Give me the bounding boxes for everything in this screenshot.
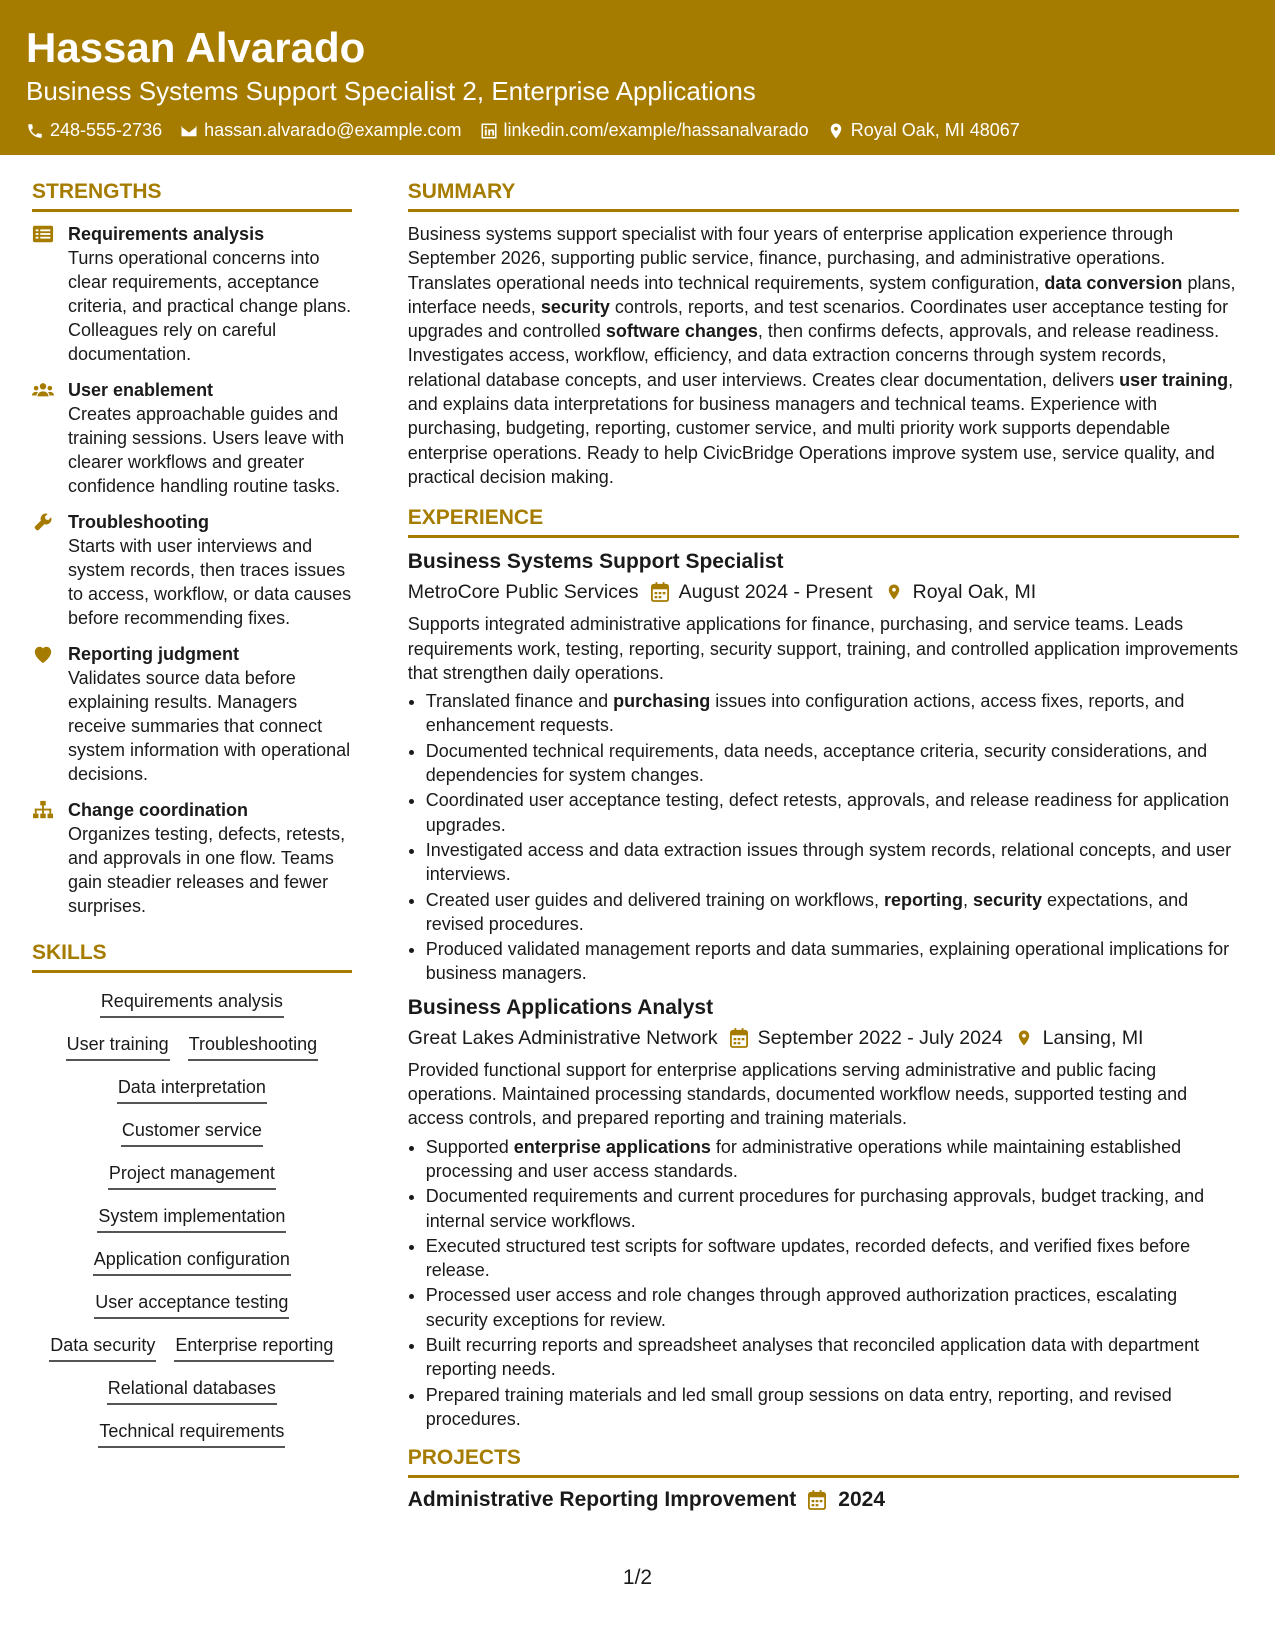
resume-header bbox=[0, 0, 1275, 155]
job-company: Great Lakes Administrative Network bbox=[407, 1026, 718, 1049]
contact-linkedin[interactable] bbox=[480, 120, 809, 141]
job-bullet bbox=[426, 1333, 1239, 1382]
job-role: Business Applications Analyst bbox=[407, 995, 714, 1019]
job-bullet bbox=[426, 1283, 1239, 1332]
bullet-text: Documented technical requirements, data needs, acceptance criteria, security considerations, and dependencies for system changes. bbox=[425, 740, 1208, 786]
strength-title: Requirements analysis bbox=[68, 224, 265, 244]
skill-tag: Relational databases bbox=[107, 1376, 277, 1405]
strength-title: Reporting judgment bbox=[68, 644, 239, 664]
strength-item bbox=[32, 798, 352, 918]
job-dates: August 2024 - Present bbox=[678, 581, 873, 604]
summary-part: Business systems support specialist with four years of enterprise application experience through September 2026, supporting public service, finance, purchasing, and administrative operations. Translates operational needs into technical requirements, system configuration, bbox=[407, 224, 1174, 293]
bullet-text: Coordinated user acceptance testing, defect retests, approvals, and release readiness for application upgrades. bbox=[425, 790, 1230, 835]
email-text: hassan.alvarado@example.com bbox=[204, 120, 462, 140]
bullet-text: Investigated access and data extraction issues through system records, relational concepts, and user interviews. bbox=[425, 839, 1232, 885]
job-bullets bbox=[408, 689, 1239, 986]
strength-desc: Organizes testing, defects, retests, and approvals in one flow. Teams gain steadier releases and fewer surprises. bbox=[68, 824, 346, 916]
users-icon bbox=[32, 380, 54, 400]
bullet-keyword: purchasing bbox=[613, 691, 711, 712]
summary-part: , then confirms defects, approvals, and release readiness. Investigates access, workflow, efficiency, and data extraction concerns through system records, relational database concepts, and user interviews. Creates clear documentation, delivers bbox=[407, 321, 1220, 390]
summary-text bbox=[408, 222, 1239, 489]
job-bullet bbox=[426, 1135, 1239, 1184]
location-pin-icon bbox=[1015, 1028, 1033, 1048]
experience-heading: EXPERIENCE bbox=[408, 505, 1239, 538]
bullet-text: issues into configuration actions, access fixes, reports, and enhancement requests. bbox=[425, 691, 1185, 736]
job-description: Provided functional support for enterprise applications serving administrative and public facing operations. Maintained processing standards, documented workflow needs, supported testing and access controls, and prepared reporting and training materials. bbox=[407, 1059, 1188, 1129]
job-bullet bbox=[426, 937, 1239, 986]
bullet-text: Built recurring reports and spreadsheet analyses that reconciled application data with department reporting needs. bbox=[425, 1334, 1200, 1380]
summary-keyword: user training bbox=[1119, 369, 1229, 390]
bullet-text: Created user guides and delivered training on workflows, bbox=[425, 889, 884, 910]
bullet-text: , bbox=[962, 889, 973, 910]
contact-phone[interactable] bbox=[26, 120, 162, 141]
job-bullet bbox=[426, 788, 1239, 837]
location-pin-icon bbox=[885, 582, 903, 602]
skill-tag: Data interpretation bbox=[117, 1075, 267, 1104]
job-bullet bbox=[426, 1184, 1239, 1233]
linkedin-icon bbox=[480, 122, 498, 140]
calendar-icon bbox=[651, 582, 669, 602]
bullet-text: Supported bbox=[425, 1136, 514, 1157]
skills-list bbox=[32, 983, 352, 1448]
bullet-text: Translated finance and bbox=[425, 691, 614, 712]
contact-location bbox=[827, 120, 1020, 141]
strength-desc: Creates approachable guides and training sessions. Users leave with clearer workflows and greater confidence handling routine tasks. bbox=[68, 404, 345, 496]
phone-icon bbox=[26, 122, 44, 140]
strength-item bbox=[32, 378, 352, 498]
left-column bbox=[32, 179, 352, 1512]
calendar-icon bbox=[808, 1490, 826, 1510]
job-bullet bbox=[426, 838, 1239, 887]
strength-title: Troubleshooting bbox=[68, 512, 209, 532]
job-description: Supports integrated administrative applications for finance, purchasing, and service teams. Leads requirements work, testing, reporting, security support, training, and controlled application improvements that strengthen daily operations. bbox=[407, 614, 1239, 683]
contact-bar bbox=[26, 120, 1249, 141]
linkedin-text: linkedin.com/example/hassanalvarado bbox=[503, 120, 809, 140]
project-entry bbox=[408, 1488, 1239, 1512]
strength-item bbox=[32, 510, 352, 630]
bullet-text: Processed user access and role changes through approved authorization practices, escalating security exceptions for review. bbox=[425, 1285, 1178, 1330]
bullet-text: expectations, and revised procedures. bbox=[425, 889, 1189, 934]
strength-desc: Starts with user interviews and system records, then traces issues to access, workflow, or data causes before recommending fixes. bbox=[68, 536, 352, 628]
page-number: 1/2 bbox=[622, 1566, 653, 1589]
job-entry bbox=[408, 548, 1239, 985]
project-name: Administrative Reporting Improvement bbox=[407, 1488, 797, 1512]
projects-heading: PROJECTS bbox=[408, 1445, 1239, 1478]
skill-tag: Data security bbox=[49, 1333, 156, 1362]
job-meta bbox=[408, 578, 1239, 606]
bullet-keyword: security bbox=[973, 889, 1043, 910]
bullet-text: Documented requirements and current procedures for purchasing approvals, budget tracking, and internal service workflows. bbox=[425, 1186, 1205, 1231]
job-role: Business Systems Support Specialist bbox=[407, 550, 784, 574]
job-bullets bbox=[408, 1135, 1239, 1432]
strength-item bbox=[32, 642, 352, 786]
location-text: Royal Oak, MI 48067 bbox=[850, 120, 1020, 140]
bullet-keyword: enterprise applications bbox=[513, 1136, 711, 1157]
strength-title: User enablement bbox=[68, 380, 214, 400]
strengths-heading: STRENGTHS bbox=[32, 179, 352, 212]
job-bullet bbox=[426, 888, 1239, 937]
skills-heading: SKILLS bbox=[32, 940, 352, 973]
sitemap-icon bbox=[32, 800, 54, 820]
skill-tag: Troubleshooting bbox=[188, 1032, 318, 1061]
calendar-icon bbox=[730, 1028, 748, 1048]
wrench-icon bbox=[32, 512, 54, 532]
summary-keyword: data conversion bbox=[1044, 272, 1183, 293]
strength-desc: Validates source data before explaining results. Managers receive summaries that connect system information with operational decisions. bbox=[68, 668, 351, 784]
bullet-text: for administrative operations while maintaining established processing and user access standards. bbox=[425, 1136, 1182, 1181]
skill-tag: Technical requirements bbox=[98, 1419, 285, 1448]
job-dates: September 2022 - July 2024 bbox=[757, 1026, 1003, 1049]
skill-tag: User acceptance testing bbox=[94, 1290, 289, 1319]
job-location: Lansing, MI bbox=[1042, 1026, 1144, 1049]
skill-tag: Application configuration bbox=[93, 1247, 291, 1276]
bullet-keyword: reporting bbox=[883, 889, 963, 910]
summary-keyword: software changes bbox=[605, 321, 758, 342]
strength-desc: Turns operational concerns into clear requirements, acceptance criteria, and practical change plans. Colleagues rely on careful documentation. bbox=[68, 248, 352, 364]
skill-tag: Enterprise reporting bbox=[174, 1333, 334, 1362]
job-location: Royal Oak, MI bbox=[912, 581, 1037, 604]
summary-part: controls, reports, and test scenarios. Coordinates user acceptance testing for upgrades and controlled bbox=[407, 296, 1229, 342]
strength-item bbox=[32, 222, 352, 366]
job-company: MetroCore Public Services bbox=[407, 581, 639, 604]
job-meta bbox=[408, 1024, 1239, 1052]
job-bullet bbox=[426, 1383, 1239, 1432]
skill-tag: System implementation bbox=[97, 1204, 286, 1233]
bullet-text: Produced validated management reports and data summaries, explaining operational implications for business managers. bbox=[425, 939, 1230, 984]
job-bullet bbox=[426, 739, 1239, 788]
summary-keyword: security bbox=[540, 296, 610, 317]
envelope-icon bbox=[180, 122, 198, 140]
location-pin-icon bbox=[827, 122, 845, 140]
heart-icon bbox=[32, 644, 54, 664]
phone-text: 248-555-2736 bbox=[50, 120, 163, 140]
candidate-title: Business Systems Support Specialist 2, Enterprise Applications bbox=[26, 76, 756, 106]
skill-tag: Project management bbox=[108, 1161, 276, 1190]
job-bullet bbox=[426, 1234, 1239, 1283]
summary-part: , and explains data interpretations for business managers and technical teams. Experience with purchasing, budgeting, reporting, customer service, and multi priority work supports dependable enterprise operations. Ready to help CivicBridge Operations improve system use, service quality, and practical decision making. bbox=[407, 369, 1234, 487]
bullet-text: Prepared training materials and led small group sessions on data entry, reporting, and revised procedures. bbox=[425, 1384, 1172, 1429]
summary-part: plans, interface needs, bbox=[407, 272, 1236, 317]
job-entry bbox=[408, 994, 1239, 1431]
bullet-text: Executed structured test scripts for software updates, recorded defects, and verified fixes before release. bbox=[425, 1235, 1191, 1281]
candidate-name: Hassan Alvarado bbox=[26, 24, 366, 71]
right-column bbox=[408, 179, 1239, 1512]
project-year: 2024 bbox=[838, 1488, 885, 1512]
contact-email[interactable] bbox=[180, 120, 461, 141]
list-icon bbox=[32, 224, 54, 244]
skill-tag: User training bbox=[66, 1032, 170, 1061]
resume-body bbox=[0, 155, 1275, 1512]
job-bullet bbox=[426, 689, 1239, 738]
summary-heading: SUMMARY bbox=[408, 179, 1239, 212]
skill-tag: Requirements analysis bbox=[100, 989, 284, 1018]
skill-tag: Customer service bbox=[121, 1118, 263, 1147]
strength-title: Change coordination bbox=[68, 800, 248, 820]
